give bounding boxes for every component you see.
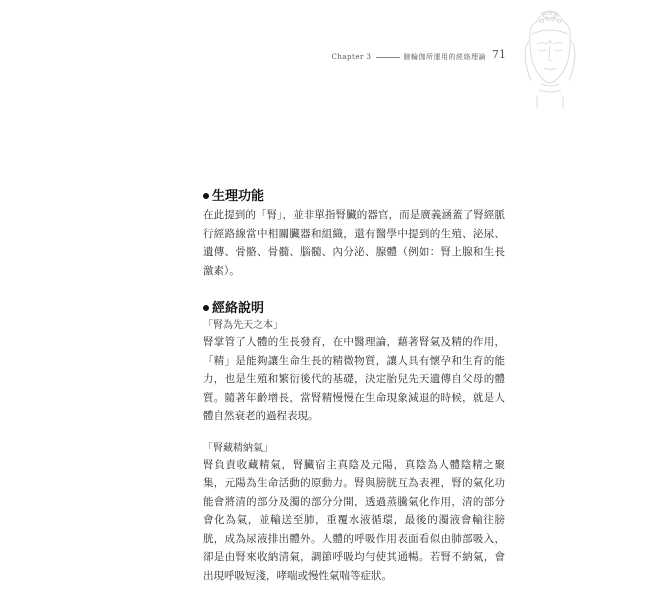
buddha-head-icon [505,0,595,108]
page-number: 71 [492,48,506,61]
subheading-quote: 「腎藏精納氣」 [203,442,273,454]
main-content [203,188,505,585]
section-physiology [203,188,505,280]
divider [376,57,400,58]
chapter-heading [332,52,487,62]
section-title [203,300,505,318]
section-title [203,188,505,206]
section-title-text: 經絡說明 [212,301,265,316]
section-meridian [203,300,505,585]
paragraph: 腎負責收藏精氣，腎臟宿主真陰及元陽，真陰為人體陰精之聚集，元陽為生命活動的原動力。腎與膀胱互為表裡，腎的氣化功能會將清的部分及濁的部分分開，透過蒸騰氣化作用，清的部分會化為氣，並輸送至肺，重覆水液循環，最後的濁液會輸往膀胱，成為尿液排出體外。人體的呼吸作用表面看似由肺部吸入，卻是由腎來收納清氣，調節呼吸均勻使其通暢。若腎不納氣，會出現呼吸短淺，哮喘或慢性氣喘等症狀。 [203,458,505,582]
spacer [203,426,505,441]
paragraph: 在此提到的「腎」，並非單指腎臟的器官，而是廣義涵蓋了腎經脈行經路線當中相關臟器和組織，還有醫學中提到的生殖、泌尿、遺傳、骨骼、骨髓、腦髓、內分泌、腺體（例如：腎上腺和生長激素）。 [203,209,505,277]
chapter-title: 臉輪伽所運用的經絡理論 [403,53,486,61]
subheading-quote: 「腎為先天之本」 [203,320,283,331]
chapter-label: Chapter 3 [331,53,372,61]
paragraph: 腎掌管了人體的生長發育，在中醫理論，藉著腎氣及精的作用，「精」是能夠讓生命生長的精微物質，讓人具有懷孕和生育的能力，也是生殖和繁衍後代的基礎，決定胎兒先天遺傳自父母的體質。隨著年齡增長，當腎精慢慢在生命現象減退的時候，就是人體自然衰老的過程表現。 [203,336,505,422]
section-title-text: 生理功能 [212,189,265,204]
bullet-icon [203,193,209,199]
bullet-icon [203,305,209,311]
